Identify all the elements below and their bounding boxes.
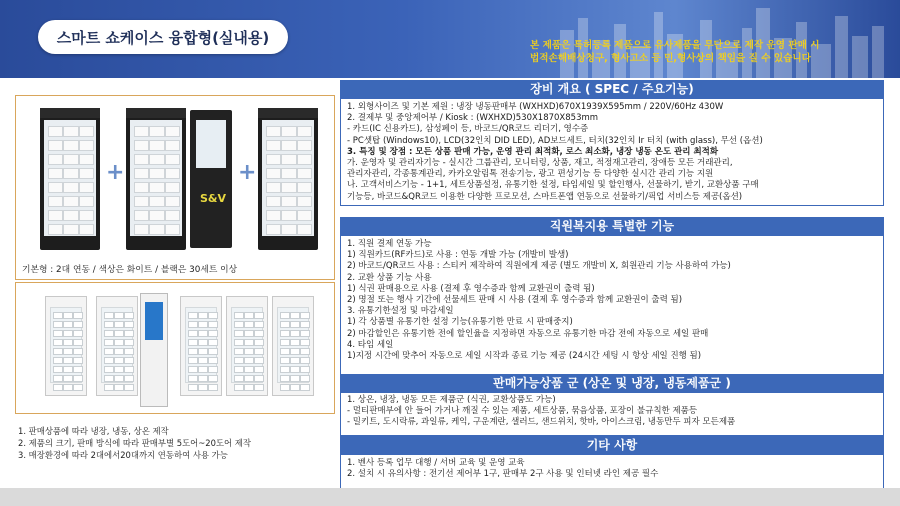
section-line: - 멀티판매부에 안 들어 가거나 깨질 수 있는 제품, 세트상품, 묶음상품, 포장이 불규칙한 제품등 (347, 406, 698, 417)
white-fridge-image (226, 296, 268, 396)
list-item: 2. 제품의 크기, 판매 방식에 따라 판매부별 5도어~20도어 제작 (18, 438, 251, 448)
section-line: 1) 직원카드(RF카드)로 사용 : 연동 개발 가능 (개발비 발생) (347, 250, 569, 261)
list-item: 1. 판매상품에 따라 냉장, 냉동, 상온 제작 (18, 426, 169, 436)
spec-section-title: 장비 개요 ( SPEC / 주요기능) (340, 80, 884, 98)
section-line: 4. 타임 세일 (347, 339, 394, 350)
section-line: 관리자관리, 각종통계관리, 카카오알림톡 전송기능, 광고 편성기능 등 다양한 실시간 관리 기능 지원 (347, 169, 714, 180)
list-item: 3. 매장환경에 따라 2대에서20대까지 연동하여 사용 가능 (18, 450, 228, 460)
section-line: 1) 각 상품별 유통기한 설정 기능(유통기한 만료 시 판매중지) (347, 317, 573, 328)
section-line: 2) 명절 또는 행사 기간에 선물세트 판매 시 사용 (결제 후 영수증과 함께 교환권이 출력 됨) (347, 295, 683, 306)
welfare-section-title: 직원복지용 특별한 기능 (340, 217, 884, 235)
section-line: 1. 직원 결제 연동 가능 (347, 239, 432, 249)
title-pill (38, 20, 288, 54)
section-line: 3. 특징 및 장점 : 모든 상품 판매 가능, 운영 관리 최적화, 로스 최소화, 냉장 냉동 온도 관리 최적화 (347, 146, 719, 157)
section-line: 가. 운영자 및 관리자기능 - 실시간 그룹관리, 모니터링, 상품, 재고, 적정재고관리, 장애등 모든 거래관리, (347, 158, 733, 169)
products-section-body (340, 392, 884, 436)
kiosk-screen (196, 120, 226, 168)
white-kiosk-image (140, 293, 168, 407)
section-line: 1. 상온, 냉장, 냉동 모든 제품군 (식권, 교환상품도 가능) (347, 395, 556, 405)
section-line: - 카드(IC 신용카드), 삼성페이 등, 바코드/QR코드 리더기, 영수증 (347, 124, 589, 135)
section-line: 3. 유통기한설정 및 마감세일 (347, 306, 454, 317)
welfare-section-body (340, 235, 884, 375)
section-line: 기능등, 바코드&QR코드 이용한 다양한 프로모션, 스마트폰앱 연동으로 선물하기/픽업 서비스등 제공(옵션) (347, 191, 743, 202)
section-line: - 밀키트, 도시락류, 과일류, 케익, 구운계란, 샐러드, 샌드위치, 핫바, 아이스크림, 냉동만두 피자 모든제품 (347, 417, 736, 428)
white-fridge-image (180, 296, 222, 396)
section-line: 1. 벤사 등록 업무 대행 / 서버 교육 및 운영 교육 (347, 458, 525, 468)
bottom-bar (0, 488, 900, 506)
kiosk-image (190, 110, 232, 248)
section-line: 나. 고객서비스기능 - 1+1, 세트상품설정, 유통기한 설정, 타임세일 및 할인행사, 선물하기, 받기, 교환상품 구매 (347, 180, 759, 191)
white-fridge-image (272, 296, 314, 396)
section-line: 2. 결제부 및 중앙제어부 / Kiosk : (WXHXD)530X1870X853mm (347, 113, 599, 124)
spec-section-body (340, 98, 884, 206)
notice-line-1: 본 제품은 특허등록 제품으로 유사제품을 무단으로 제작 운영 판매 시 (530, 40, 820, 51)
legal-notice (530, 39, 892, 65)
etc-section-body (340, 454, 884, 489)
black-fridge-image (40, 108, 100, 250)
section-line: 1) 식권 판매용으로 사용 (결제 후 영수증과 함께 교환권이 출력 됨) (347, 283, 595, 294)
section-line: 2. 설치 시 유의사항 : 전기선 제어부 1구, 판매부 2구 사용 및 인터넷 라인 제공 필수 (347, 469, 659, 480)
plus-icon: + (106, 160, 125, 185)
plus-icon: + (238, 160, 257, 185)
products-section-title: 판매가능상품 군 (상온 및 냉장, 냉동제품군 ) (340, 374, 884, 392)
notice-line-2: 법적손해배상청구, 형사고소 등 민,형사상의 책임을 질 수 있습니다 (530, 53, 811, 64)
etc-section-title: 기타 사항 (340, 436, 884, 454)
section-line: 1)지정 시간에 맞추어 자동으로 세일 시작과 종료 기능 제공 (24시간 세팅 시 항상 세일 진행 됨) (347, 351, 702, 362)
white-fridge-image (96, 296, 138, 396)
section-line: 2) 마감할인은 유통기한 전에 할인율을 지정하면 자동으로 유통기한 마감 전에 자동으로 세일 판매 (347, 328, 709, 339)
header-banner (0, 0, 900, 78)
black-fridge-image (258, 108, 318, 250)
section-line: 2. 교환 상품 기능 사용 (347, 272, 432, 283)
section-line: - PC셋탑 (Windows10), LCD(32인치 DID LED), AD보드세트, 터치(32인치 Ir 터치 (with glass), 무선 (옵션) (347, 135, 763, 146)
section-line: 1. 외형사이즈 및 기본 제원 : 냉장 냉동판매부 (WXHXD)670X1939X595mm / 220V/60Hz 430W (347, 102, 724, 112)
white-fridge-image (45, 296, 87, 396)
spec-panel (340, 80, 884, 486)
kiosk-logo: S&V (200, 192, 227, 205)
feature-list-left (18, 425, 251, 461)
page-title: 스마트 쇼케이스 융합형(실내용) (56, 28, 270, 47)
base-model-caption: 기본형 : 2대 연동 / 색상은 화이트 / 블랙은 30세트 이상 (22, 265, 238, 275)
black-fridge-image (126, 108, 186, 250)
white-kiosk-screen (145, 302, 163, 340)
section-line: 2) 바코드/QR코드 사용 : 스티커 제작하여 직원에게 제공 (별도 개발비 X, 회원관리 기능 사용하여 가능) (347, 261, 731, 272)
